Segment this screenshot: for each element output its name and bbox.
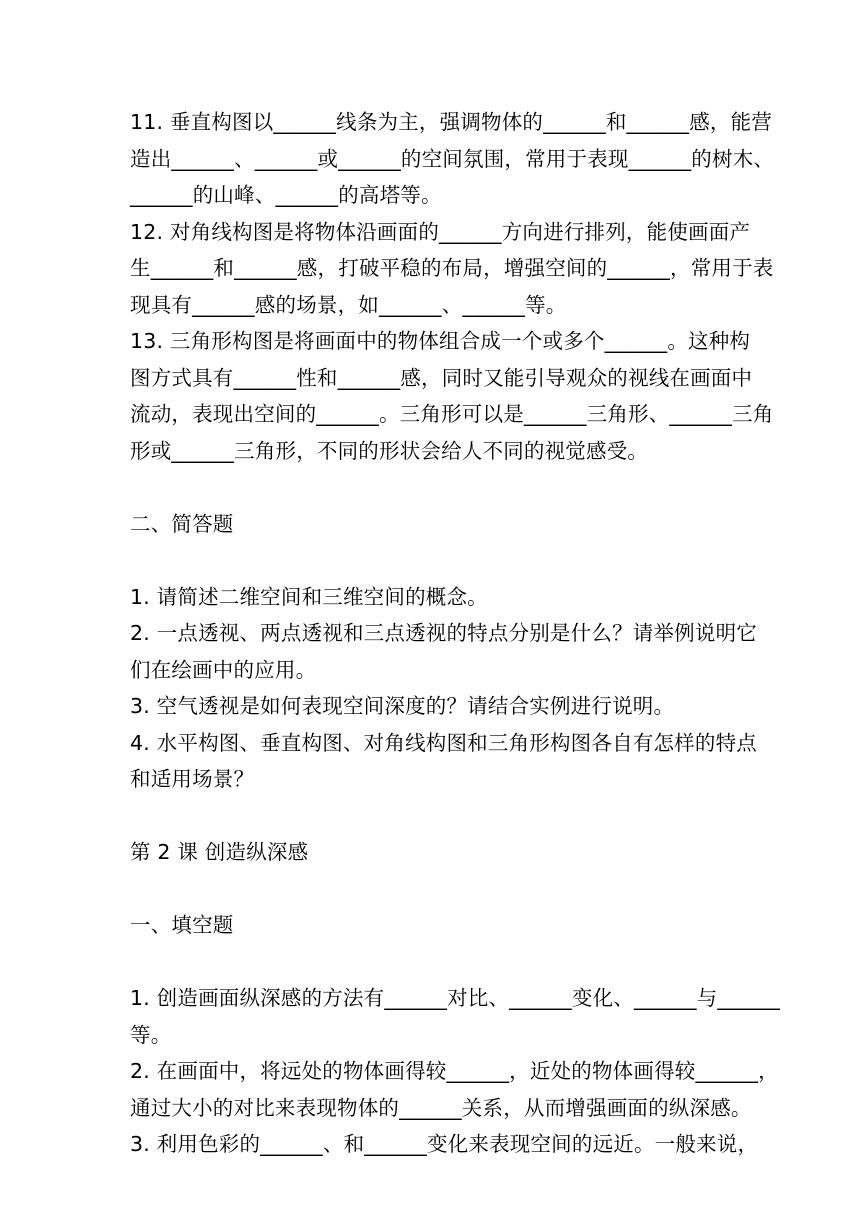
question-13-line-4: 形或______三角形，不同的形状会给人不同的视觉感受。 [130,438,649,463]
question-13-line-2: 图方式具有______性和______感，同时又能引导观众的视线在画面中 [130,365,753,390]
short-answer-4-line-1: 4. 水平构图、垂直构图、对角线构图和三角形构图各自有怎样的特点 [130,730,757,755]
question-11-line-3: ______的山峰、______的高塔等。 [130,183,442,207]
blank-line [130,469,750,506]
fill-blank-2-line-2: 通过大小的对比来表现物体的______关系，从而增强画面的纵深感。 [130,1095,752,1120]
question-12-line-3: 现具有______感的场景，如______、______等。 [130,292,567,317]
fill-blank-1-line-2: 等。 [130,1022,172,1047]
document-page [130,104,781,1163]
short-answer-3: 3. 空气透视是如何表现空间深度的？请结合实例进行说明。 [130,694,675,718]
short-answer-1: 1. 请简述二维空间和三维空间的概念。 [130,584,488,609]
section-heading-fill-blank: 一、填空题 [130,913,234,937]
short-answer-2-line-1: 2. 一点透视、两点透视和三点透视的特点分别是什么？请举例说明它 [130,621,757,645]
question-11-line-2: 造出______、______或______的空间氛围，常用于表现______的树木、 [130,146,775,171]
question-11-line-1: 11. 垂直构图以______线条为主，强调物体的______和______感，能营 [130,110,773,134]
question-13-line-1: 13. 三角形构图是将画面中的物体组合成一个或多个______。这种构 [130,329,751,353]
fill-blank-1-line-1: 1. 创造画面纵深感的方法有______对比、______变化、______与______ [130,986,781,1010]
fill-blank-3-line-1: 3. 利用色彩的______、和______变化来表现空间的远近。一般来说， [130,1132,759,1156]
short-answer-2-line-2: 们在绘画中的应用。 [130,657,317,682]
question-13-line-3: 流动，表现出空间的______。三角形可以是______三角形、______三角 [130,402,774,426]
section-heading-short-answer: 二、简答题 [130,511,234,536]
blank-line [130,944,750,981]
fill-blank-2-line-1: 2. 在画面中，将远处的物体画得较______，近处的物体画得较______， [130,1059,779,1083]
question-12-line-1: 12. 对角线构图是将物体沿画面的______方向进行排列，能使画面产 [130,219,751,244]
question-12-line-2: 生______和______感，打破平稳的布局，增强空间的______，常用于表 [130,256,774,280]
blank-line [130,542,750,579]
blank-line [130,798,750,835]
short-answer-4-line-2: 和适用场景？ [130,767,255,791]
lesson-title: 第 2 课 创造纵深感 [130,840,309,864]
blank-line [130,871,750,908]
